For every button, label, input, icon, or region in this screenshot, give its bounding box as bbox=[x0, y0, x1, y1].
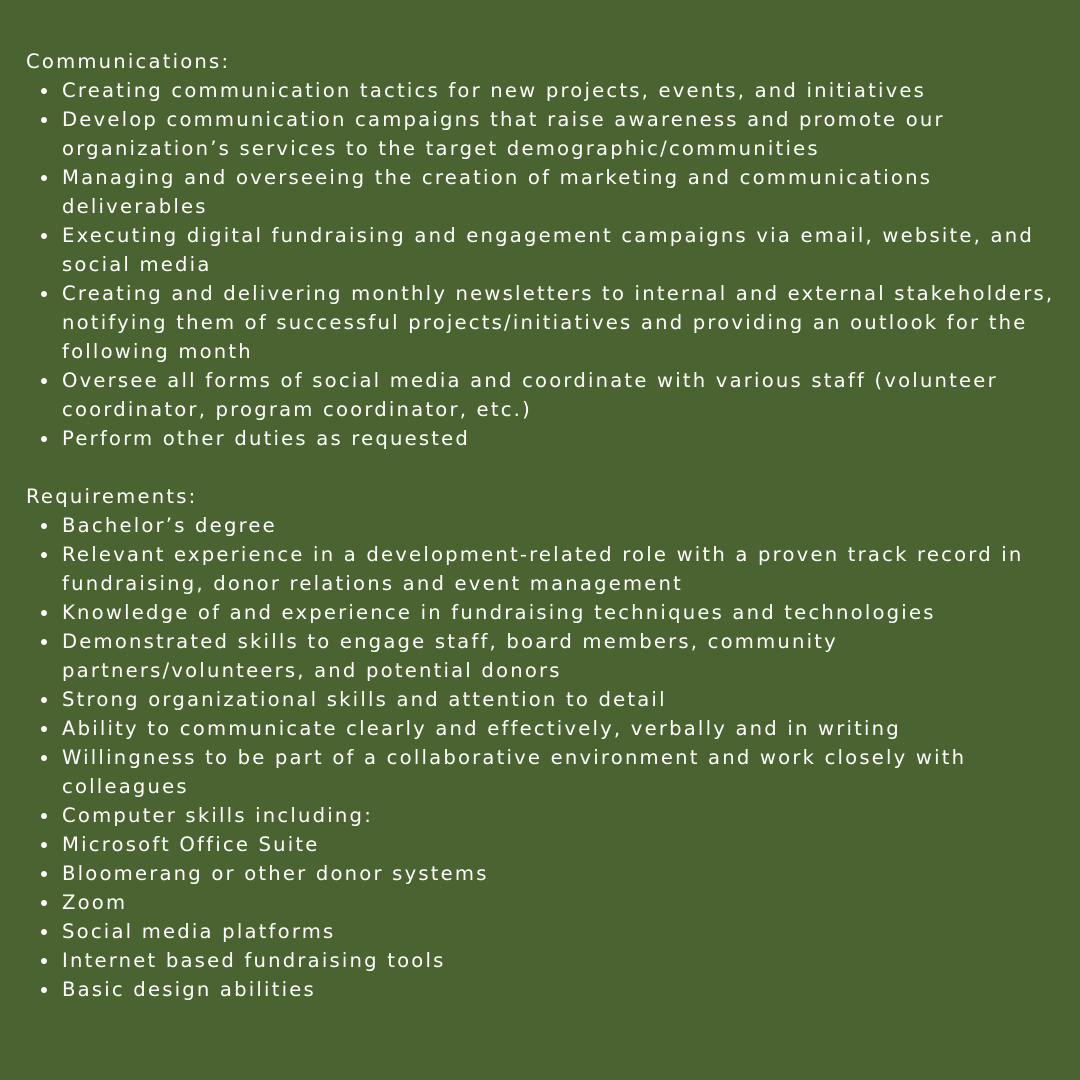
bullet-icon bbox=[41, 900, 47, 906]
list-item bbox=[26, 685, 1060, 714]
bullet-icon bbox=[41, 987, 47, 993]
bullet-icon bbox=[41, 871, 47, 877]
list-item-text: Microsoft Office Suite bbox=[62, 833, 320, 856]
bullet-icon bbox=[41, 842, 47, 848]
list-item bbox=[26, 830, 1060, 859]
list-item-text: Creating and delivering monthly newsletters to internal and external stakeholders, notifying them of successful projects/initiatives and providing an outlook for the following month bbox=[62, 282, 1055, 363]
bullet-icon bbox=[41, 610, 47, 616]
bullet-icon bbox=[41, 436, 47, 442]
list-item-text: Relevant experience in a development-related role with a proven track record in fundraising, donor relations and event management bbox=[62, 543, 1024, 595]
list-item-text: Knowledge of and experience in fundraising techniques and technologies bbox=[62, 601, 936, 624]
bullet-icon bbox=[41, 233, 47, 239]
list-item bbox=[26, 888, 1060, 917]
list-item-text: Basic design abilities bbox=[62, 978, 316, 1001]
list-item bbox=[26, 714, 1060, 743]
section-spacer bbox=[26, 453, 1060, 482]
bullet-icon bbox=[41, 958, 47, 964]
list-item bbox=[26, 859, 1060, 888]
list-item-text: Oversee all forms of social media and coordinate with various staff (volunteer coordinator, program coordinator, etc.) bbox=[62, 369, 998, 421]
list-item-text: Executing digital fundraising and engagement campaigns via email, website, and social media bbox=[62, 224, 1034, 276]
bullet-icon bbox=[41, 755, 47, 761]
list-item bbox=[26, 511, 1060, 540]
bullet-icon bbox=[41, 697, 47, 703]
list-item-text: Internet based fundraising tools bbox=[62, 949, 446, 972]
requirements-list bbox=[26, 511, 1060, 1004]
list-item-text: Bachelor’s degree bbox=[62, 514, 277, 537]
bullet-icon bbox=[41, 552, 47, 558]
bullet-icon bbox=[41, 117, 47, 123]
list-item bbox=[26, 743, 1060, 801]
bullet-icon bbox=[41, 929, 47, 935]
bullet-icon bbox=[41, 88, 47, 94]
list-item bbox=[26, 105, 1060, 163]
list-item bbox=[26, 540, 1060, 598]
bullet-icon bbox=[41, 291, 47, 297]
communications-heading: Communications: bbox=[26, 50, 231, 73]
list-item-text: Develop communication campaigns that raise awareness and promote our organization’s services to the target demographic/communities bbox=[62, 108, 945, 160]
list-item bbox=[26, 801, 1060, 830]
list-item bbox=[26, 627, 1060, 685]
list-item-text: Bloomerang or other donor systems bbox=[62, 862, 489, 885]
list-item-text: Perform other duties as requested bbox=[62, 427, 471, 450]
bullet-icon bbox=[41, 639, 47, 645]
list-item bbox=[26, 598, 1060, 627]
communications-list bbox=[26, 76, 1060, 453]
list-item-text: Demonstrated skills to engage staff, board members, community partners/volunteers, and potential donors bbox=[62, 630, 838, 682]
bullet-icon bbox=[41, 175, 47, 181]
list-item bbox=[26, 424, 1060, 453]
list-item-text: Managing and overseeing the creation of marketing and communications deliverables bbox=[62, 166, 933, 218]
list-item bbox=[26, 221, 1060, 279]
list-item bbox=[26, 975, 1060, 1004]
list-item bbox=[26, 76, 1060, 105]
list-item-text: Willingness to be part of a collaborative environment and work closely with colleagues bbox=[62, 746, 967, 798]
list-item-text: Strong organizational skills and attention to detail bbox=[62, 688, 667, 711]
bullet-icon bbox=[41, 523, 47, 529]
requirements-heading: Requirements: bbox=[26, 485, 198, 508]
bullet-icon bbox=[41, 726, 47, 732]
list-item-text: Social media platforms bbox=[62, 920, 336, 943]
list-item-text: Zoom bbox=[62, 891, 128, 914]
bullet-icon bbox=[41, 813, 47, 819]
list-item-text: Computer skills including: bbox=[62, 804, 373, 827]
list-item-text: Ability to communicate clearly and effectively, verbally and in writing bbox=[62, 717, 901, 740]
bullet-icon bbox=[41, 378, 47, 384]
list-item bbox=[26, 279, 1060, 366]
list-item bbox=[26, 946, 1060, 975]
list-item-text: Creating communication tactics for new projects, events, and initiatives bbox=[62, 79, 927, 102]
list-item bbox=[26, 163, 1060, 221]
list-item bbox=[26, 366, 1060, 424]
list-item bbox=[26, 917, 1060, 946]
